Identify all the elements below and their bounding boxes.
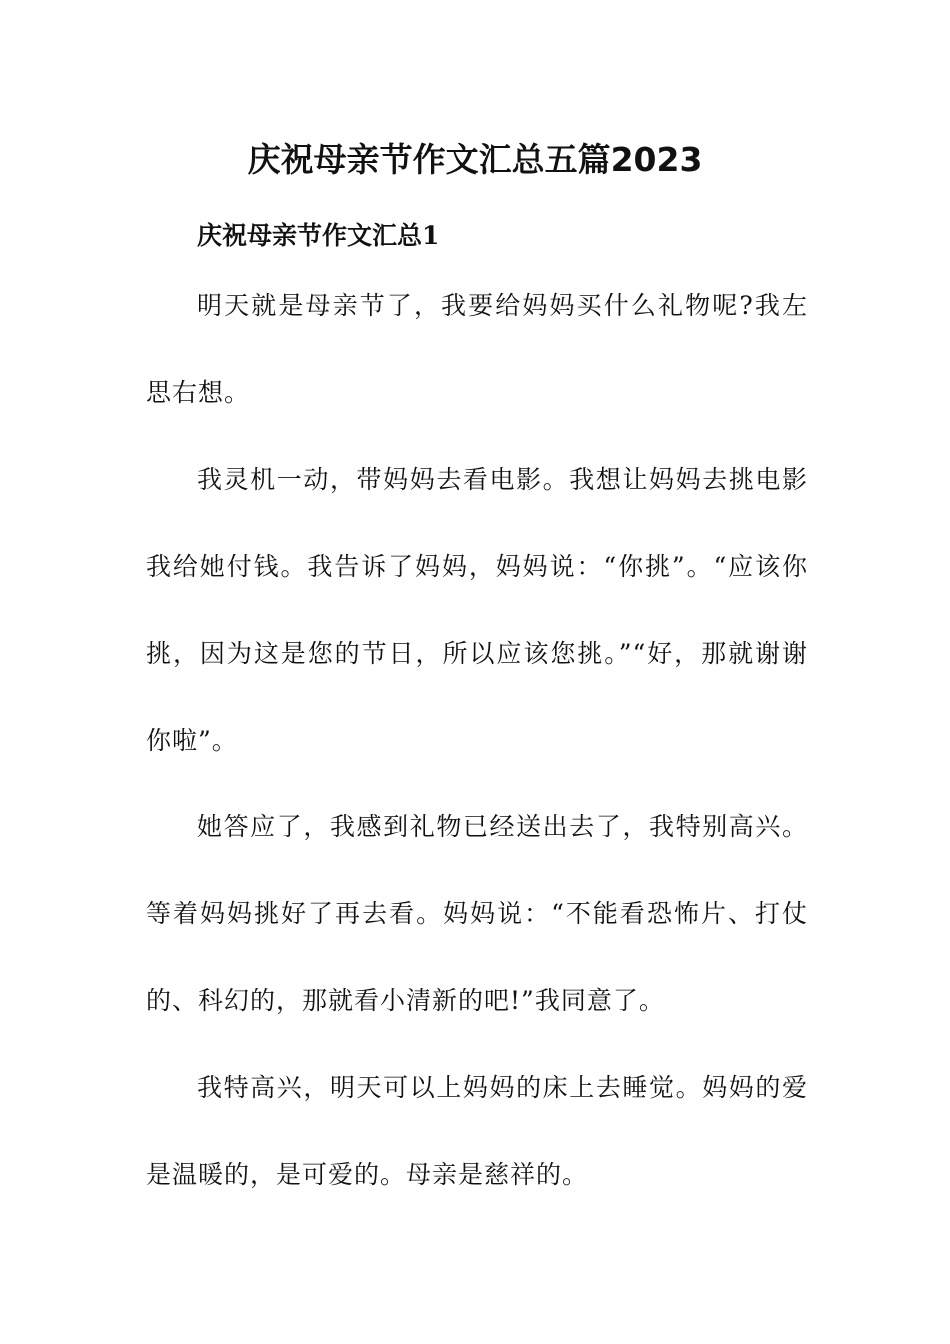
paragraph-4: 我特高兴，明天可以上妈妈的床上去睡觉。妈妈的爱是温暖的，是可爱的。母亲是慈祥的。 [146, 1073, 808, 1189]
paragraph-2: 我灵机一动，带妈妈去看电影。我想让妈妈去挑电影我给她付钱。我告诉了妈妈，妈妈说：“你挑”。“应该你挑，因为这是您的节日，所以应该您挑。”“好，那就谢谢你啦”。 [146, 465, 808, 755]
paragraph-1: 明天就是母亲节了，我要给妈妈买什么礼物呢?我左思右想。 [146, 291, 808, 407]
paragraph-3: 她答应了，我感到礼物已经送出去了，我特别高兴。等着妈妈挑好了再去看。妈妈说：“不能看恐怖片、打仗的、科幻的，那就看小清新的吧!”我同意了。 [146, 812, 808, 1015]
section-heading: 庆祝母亲节作文汇总1 [197, 221, 440, 250]
document-title: 庆祝母亲节作文汇总五篇2023 [247, 140, 703, 179]
